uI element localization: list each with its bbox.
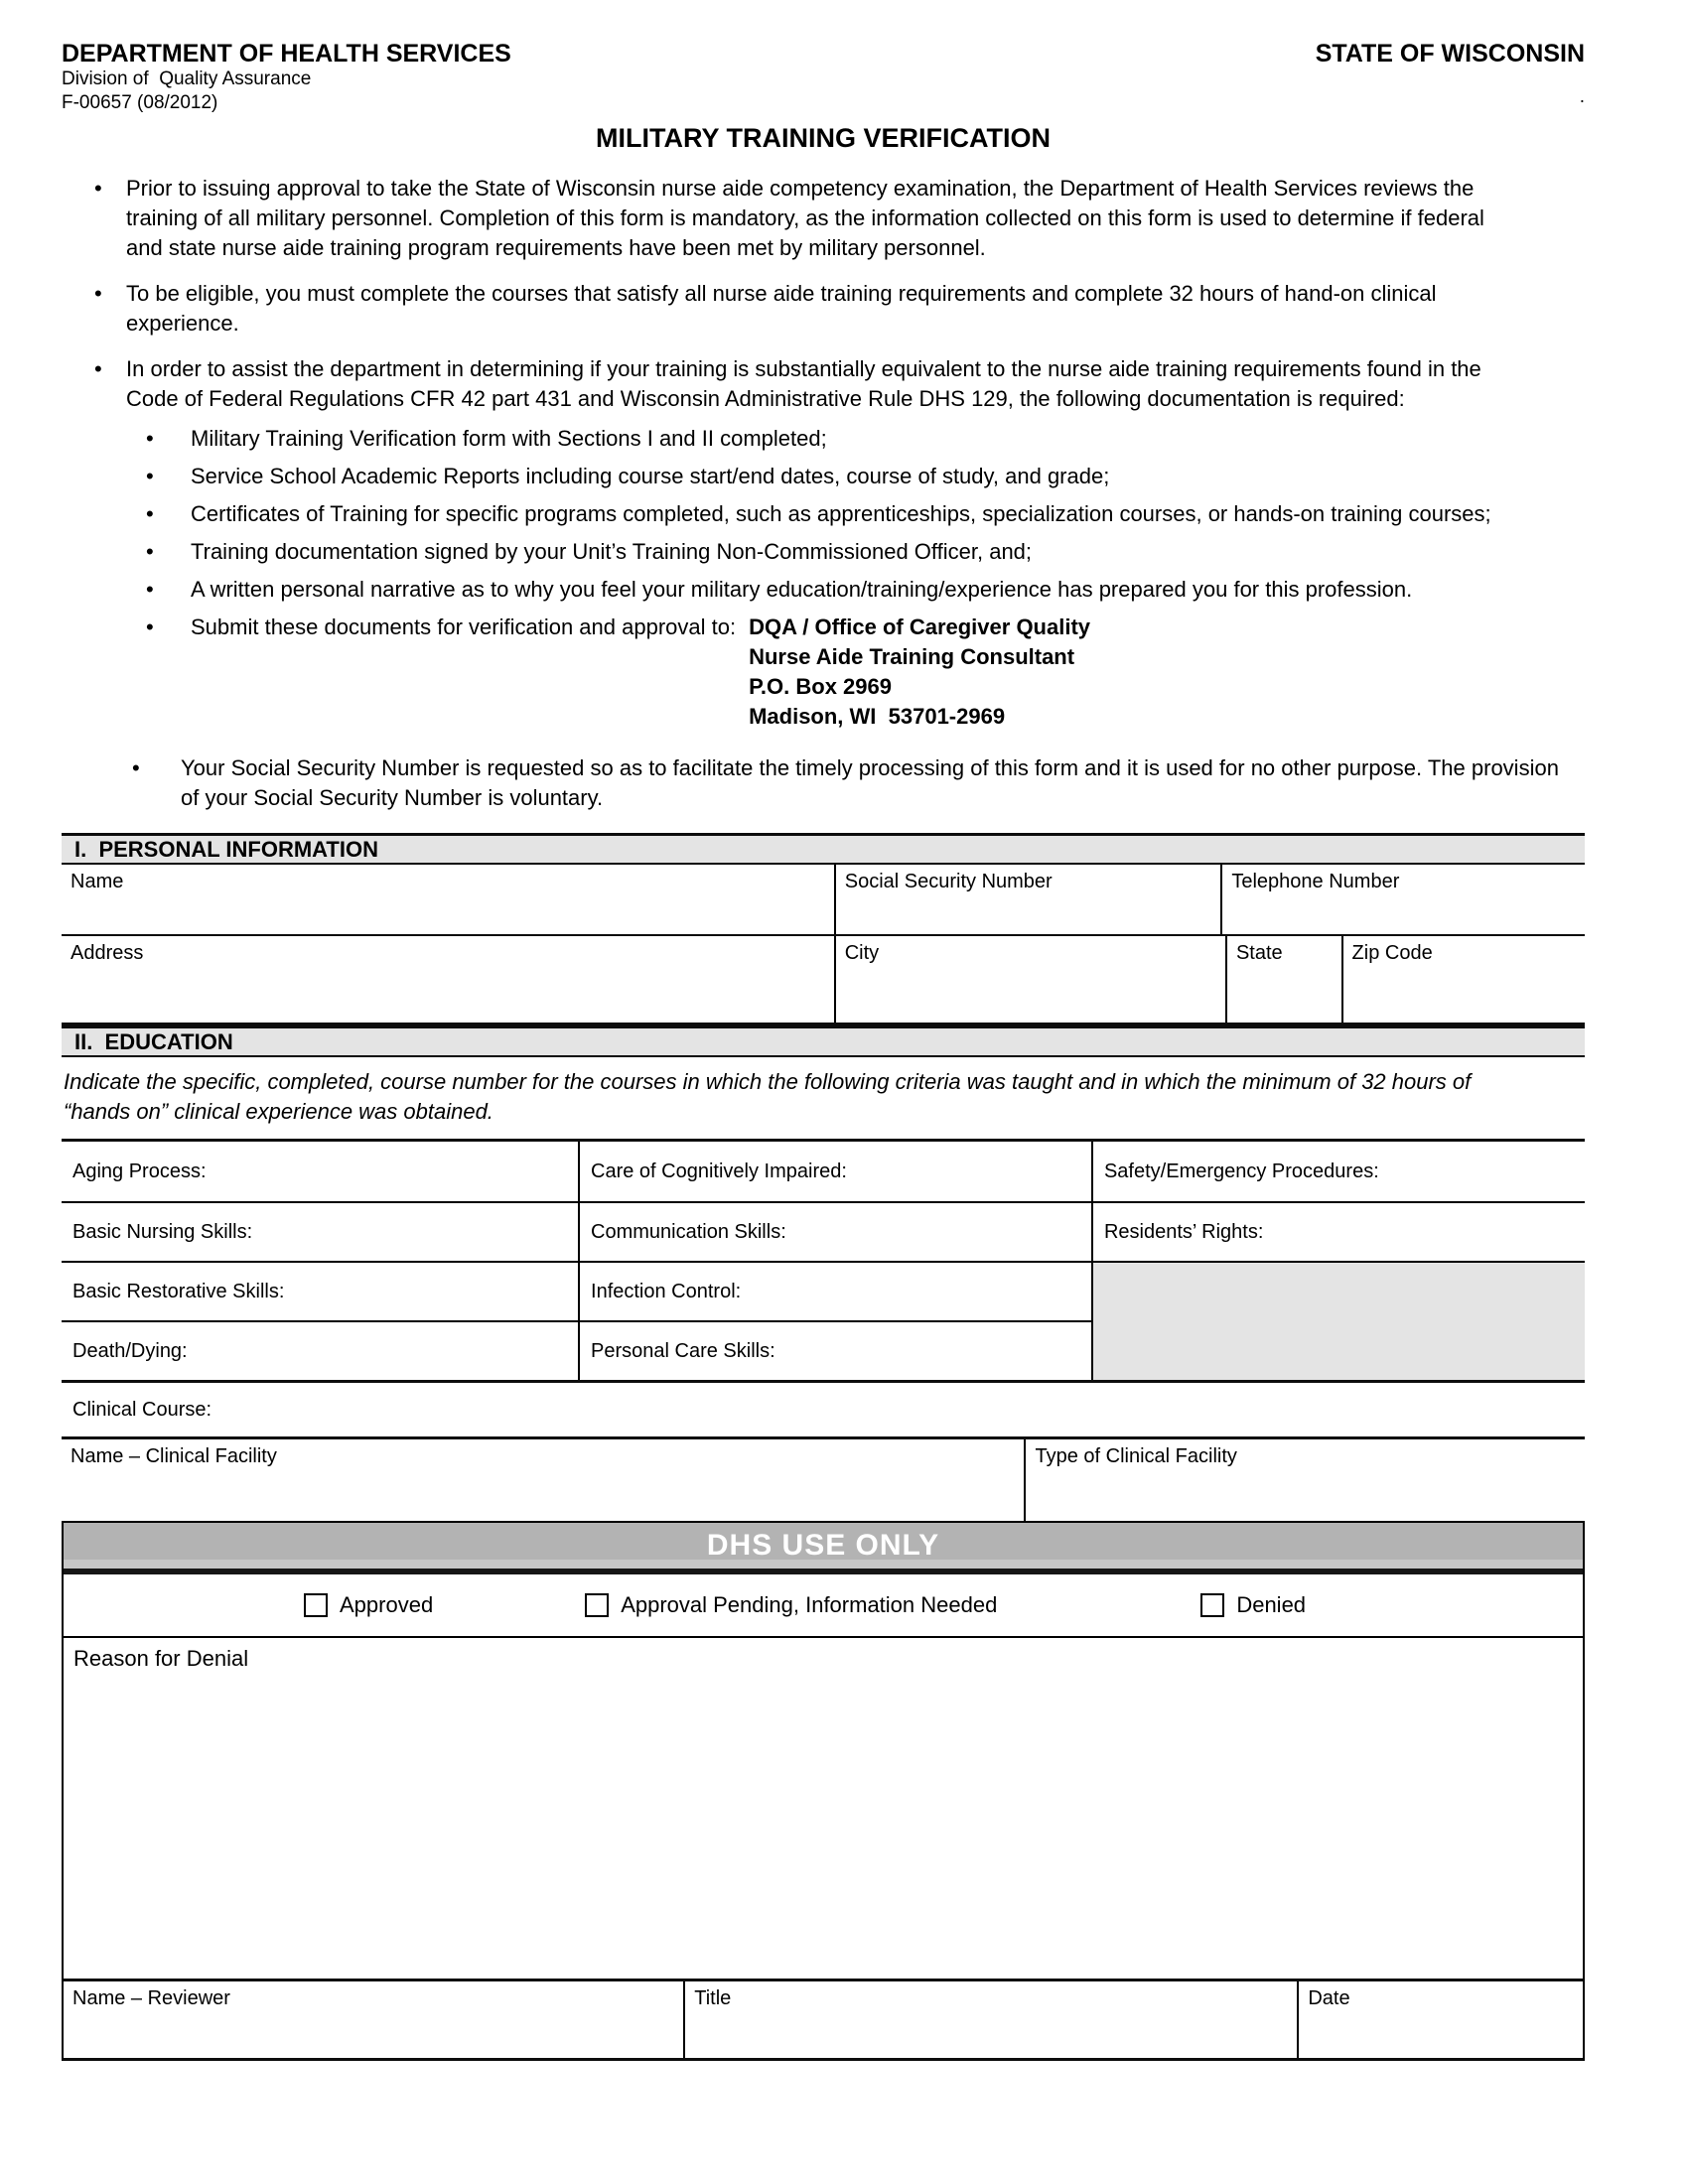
requirement-item-4: • Training documentation signed by your Unit’s Training Non-Commissioned Officer, and; — [146, 537, 1585, 567]
reviewer-date-field[interactable] — [1297, 1981, 1583, 2058]
name-field[interactable] — [62, 865, 834, 934]
dhs-use-only-section — [62, 1521, 1585, 2061]
facility-type-field[interactable] — [1024, 1439, 1585, 1521]
name-label: Name — [70, 871, 124, 892]
facility-type-label: Type of Clinical Facility — [1035, 1445, 1237, 1467]
education-instructions: Indicate the specific, completed, course number for the courses in which the following criteria was taught and in which the minimum of 32 hours of “hands on” clinical experience was obtained. — [64, 1069, 1472, 1124]
address-line-1: DQA / Office of Caregiver Quality — [749, 614, 1091, 639]
ssn-label: Social Security Number — [844, 871, 1053, 892]
intro-bullet-3: • In order to assist the department in determining if your training is substantially equivalent to the nurse aide training requirements found in the Code of Federal Regulations CFR 42 part 431 and Wisconsin Administrative Rule DHS 129, the following documentation is required: — [62, 354, 1585, 414]
address-field[interactable] — [62, 936, 834, 1023]
facility-name-field[interactable] — [62, 1439, 1024, 1521]
communication-skills-field[interactable]: Communication Skills: — [578, 1201, 1091, 1261]
requirement-item-submit — [146, 613, 1585, 732]
approved-option — [304, 1592, 433, 1618]
requirement-item-1: • Military Training Verification form with Sections I and II completed; — [146, 424, 1585, 454]
reviewer-name-field[interactable] — [64, 1981, 683, 2058]
death-dying-field[interactable]: Death/Dying: — [62, 1320, 578, 1380]
stray-mark: . — [1579, 86, 1585, 107]
bullet-icon: • — [94, 176, 102, 201]
state-label: State — [1235, 942, 1283, 964]
approved-label: Approved — [340, 1592, 434, 1617]
bullet-icon: • — [94, 281, 102, 306]
shaded-unused-cell — [1091, 1261, 1585, 1380]
basic-nursing-skills-field[interactable]: Basic Nursing Skills: — [62, 1201, 578, 1261]
cognitively-impaired-field[interactable]: Care of Cognitively Impaired: — [578, 1142, 1091, 1201]
address-line-3: P.O. Box 2969 — [749, 674, 892, 699]
personal-care-skills-field[interactable]: Personal Care Skills: — [578, 1320, 1091, 1380]
ssn-field[interactable] — [834, 865, 1221, 934]
bullet-icon: • — [146, 501, 154, 526]
clinical-facility-row — [62, 1439, 1585, 1521]
approval-pending-option — [585, 1592, 997, 1618]
safety-emergency-field[interactable]: Safety/Emergency Procedures: — [1091, 1142, 1585, 1201]
reviewer-row — [64, 1979, 1583, 2058]
requirement-item-5: • A written personal narrative as to why you feel your military education/training/experience has prepared you for this profession. — [146, 575, 1585, 605]
clinical-course-label: Clinical Course: — [72, 1399, 212, 1421]
telephone-field[interactable] — [1220, 865, 1585, 934]
header-left — [62, 40, 511, 115]
intro-bullet-2: • To be eligible, you must complete the courses that satisfy all nurse aide training requirements and complete 32 hours of hand-on clinical experience. — [62, 279, 1585, 339]
bullet-icon: • — [132, 755, 140, 780]
section1-title: I. PERSONAL INFORMATION — [74, 836, 378, 862]
infection-control-field[interactable]: Infection Control: — [578, 1261, 1091, 1320]
personal-info-row-1 — [62, 865, 1585, 936]
decision-options-row — [64, 1574, 1583, 1638]
bullet-icon: • — [146, 614, 154, 639]
address-label: Address — [70, 942, 144, 964]
basic-restorative-skills-field[interactable]: Basic Restorative Skills: — [62, 1261, 578, 1320]
approved-checkbox[interactable] — [304, 1593, 328, 1617]
approval-pending-checkbox[interactable] — [585, 1593, 609, 1617]
aging-process-field[interactable]: Aging Process: — [72, 1160, 207, 1182]
division-name: Division of Quality Assurance — [62, 68, 312, 89]
denied-option — [1200, 1592, 1306, 1618]
mailing-address — [749, 613, 1090, 732]
zip-field[interactable] — [1341, 936, 1585, 1023]
clinical-course-field[interactable] — [62, 1383, 1585, 1439]
city-label: City — [844, 942, 880, 964]
state-field[interactable] — [1225, 936, 1341, 1023]
reason-for-denial-field[interactable] — [64, 1638, 1583, 1979]
bullet-icon: • — [146, 426, 154, 451]
requirement-item-3: • Certificates of Training for specific programs completed, such as apprenticeships, specialization courses, or hands-on training courses; — [146, 499, 1585, 529]
denied-label: Denied — [1236, 1592, 1307, 1617]
reviewer-title-field[interactable] — [683, 1981, 1297, 2058]
form-number: F-00657 (08/2012) — [62, 92, 218, 113]
personal-info-row-2 — [62, 936, 1585, 1025]
reason-for-denial-label: Reason for Denial — [73, 1646, 249, 1671]
telephone-label: Telephone Number — [1231, 871, 1400, 892]
requirement-item-2: • Service School Academic Reports including course start/end dates, course of study, and grade; — [146, 462, 1585, 491]
ssn-notice-bullet: • Your Social Security Number is requested so as to facilitate the timely processing of this form and it is used for no other purpose. The provision of your Social Security Number is voluntary. — [62, 753, 1585, 813]
denied-checkbox[interactable] — [1200, 1593, 1224, 1617]
intro-bullet-1: • Prior to issuing approval to take the State of Wisconsin nurse aide competency examination, the Department of Health Services reviews the training of all military personnel. Completion of this form is mandatory, as the information collected on this form is used to determine if federal and state nurse aide training program requirements have been met by military personnel. — [62, 174, 1585, 263]
address-line-4: Madison, WI 53701-2969 — [749, 704, 1006, 729]
agency-name: DEPARTMENT OF HEALTH SERVICES — [62, 40, 511, 68]
requirements-list — [62, 424, 1585, 732]
header-right — [1316, 40, 1585, 109]
bullet-icon: • — [146, 464, 154, 488]
form-title: MILITARY TRAINING VERIFICATION — [596, 123, 1051, 153]
reviewer-name-label: Name – Reviewer — [72, 1987, 230, 2009]
bullet-icon: • — [146, 577, 154, 602]
section1-header — [62, 833, 1585, 865]
zip-label: Zip Code — [1351, 942, 1433, 964]
section2-title: II. EDUCATION — [74, 1028, 233, 1054]
reviewer-date-label: Date — [1308, 1987, 1350, 2009]
address-line-2: Nurse Aide Training Consultant — [749, 644, 1075, 669]
intro-section — [62, 174, 1585, 813]
reviewer-title-label: Title — [694, 1987, 732, 2009]
form-header — [62, 40, 1585, 115]
approval-pending-label: Approval Pending, Information Needed — [621, 1592, 998, 1617]
submit-prefix: Submit these documents for verification and approval to: — [191, 614, 737, 639]
education-grid — [62, 1139, 1585, 1383]
section2-header — [62, 1025, 1585, 1057]
residents-rights-field[interactable]: Residents’ Rights: — [1091, 1201, 1585, 1261]
facility-name-label: Name – Clinical Facility — [70, 1445, 277, 1467]
state-name: STATE OF WISCONSIN — [1315, 40, 1585, 68]
bullet-icon: • — [94, 356, 102, 381]
dhs-banner: DHS USE ONLY — [64, 1521, 1583, 1574]
bullet-icon: • — [146, 539, 154, 564]
city-field[interactable] — [834, 936, 1225, 1023]
